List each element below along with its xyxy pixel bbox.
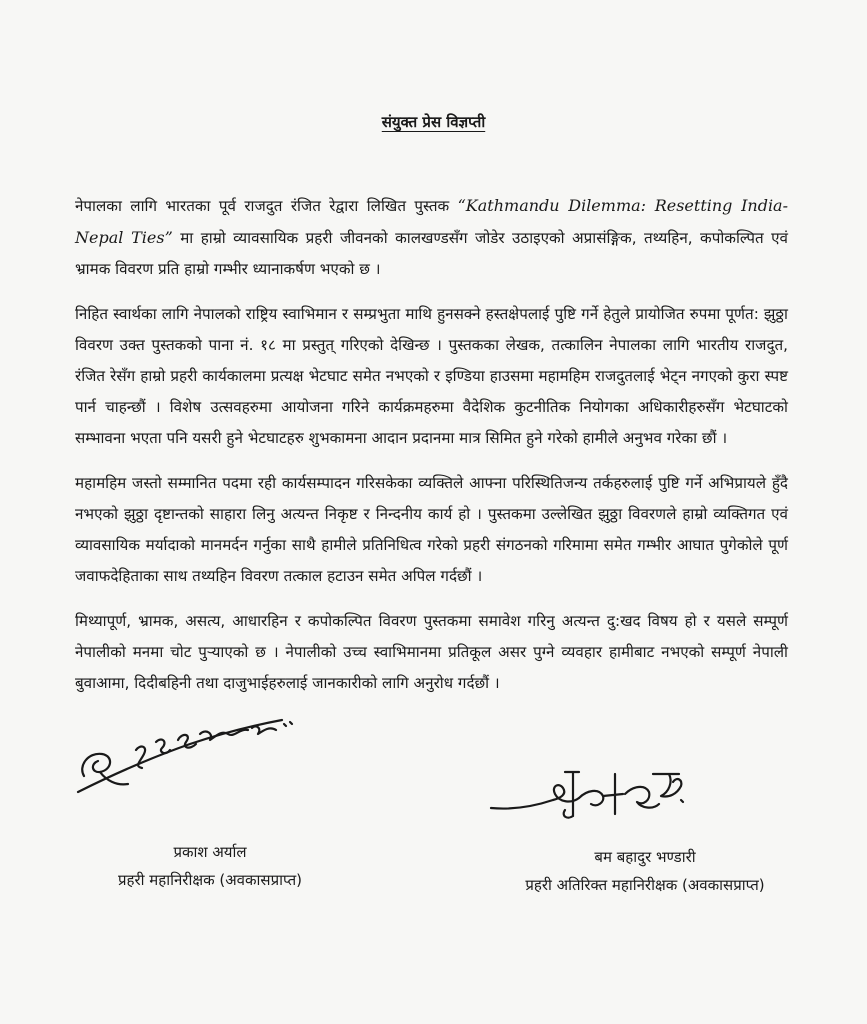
paragraph-1-rest: मा हाम्रो व्यावसायिक प्रहरी जीवनको कालखण्डसँग जोडेर उठाइएको अप्रासंङ्गिक, तथ्यहिन, कपोकल्पित एवं भ्रामक विवरण प्रति हाम्रो गम्भीर ध्यानाकर्षण भएको छ । [75,229,788,278]
signatory-right [480,843,810,899]
document-body [75,190,788,713]
paragraph-3: महामहिम जस्तो सम्मानित पदमा रही कार्यसम्पादन गरिसकेका व्यक्तिले आफ्ना परिस्थितिजन्य तर्कहरुलाई पुष्टि गर्ने अभिप्रायले हुँदै नभएको झुठ्ठा दृष्टान्तको साहारा लिनु अत्यन्त निकृष्ट र निन्दनीय कार्य हो । पुस्तकमा उल्लेखित झुठ्ठा विवरणले हाम्रो व्यक्तिगत एवं व्यावसायिक मर्यादाको मानमर्दन गर्नुका साथै हामीले प्रतिनिधित्व गरेको प्रहरी संगठनको गरिमामा समेत गम्भीर आघात पुगेकोले पूर्ण जवाफदेहिताका साथ तथ्यहिन विवरण तत्काल हटाउन समेत अपिल गर्दछौं । [75,474,788,585]
signature-right-image [483,760,703,840]
paragraph-2: निहित स्वार्थका लागि नेपालको राष्ट्रिय स्वाभिमान र सम्प्रभुता माथि हुनसक्ने हस्तक्षेपलाई पुष्टि गर्ने हेतुले प्रायोजित रुपमा पूर्णत: झुठ्ठा विवरण उक्त पुस्तकको पाना नं. १८ मा प्रस्तुत् गरिएको देखिन्छ । पुस्तकका लेखक, तत्कालिन नेपालका लागि भारतीय राजदुत, रंजित रेसँग हाम्रो प्रहरी कार्यकालमा प्रत्यक्ष भेटघाट समेत नभएको र इण्डिया हाउसमा महामहिम राजदुतलाई भेट्न नगएको कुरा स्पष्ट पार्न चाहन्छौं । विशेष उत्सवहरुमा आयोजना गरिने कार्यक्रमहरुमा वैदेशिक कुटनीतिक नियोगका अधिकारीहरुसँग भेटघाटको सम्भावना भएता पनि यसरी हुने भेटघाटहरु शुभकामना आदान प्रदानमा मात्र सिमित हुने गरेको हामीले अनुभव गरेका छौं । [75,305,788,447]
paragraph-1-lead: नेपालका लागि भारतका पूर्व राजदुत रंजित रेद्वारा लिखित पुस्तक [75,197,458,215]
book-title: “Kathmandu Dilemma: Resetting India-Nepal Ties” [75,196,789,247]
signatory-left-designation: प्रहरी महानिरीक्षक (अवकासप्राप्त) [117,871,303,889]
document-title: संयुक्त प्रेस विज्ञप्ती [381,113,486,131]
signatory-left-name: प्रकाश अर्याल [173,843,247,861]
signatory-right-designation: प्रहरी अतिरिक्त महानिरीक्षक (अवकासप्राप्त) [525,876,765,894]
signatory-right-name: बम बहादुर भण्डारी [594,848,696,866]
paragraph-1 [75,190,788,285]
paragraph-4: मिथ्यापूर्ण, भ्रामक, असत्य, आधारहिन र कपोकल्पित विवरण पुस्तकमा समावेश गरिनु अत्यन्त दु:खद विषय हो र यसले सम्पूर्ण नेपालीको मनमा चोट पुऱ्याएको छ । नेपालीको उच्च स्वाभिमानमा प्रतिकूल असर पुग्ने व्यवहार हामीबाट नभएको सम्पूर्ण नेपाली बुवाआमा, दिदीबहिनी तथा दाजुभाईहरुलाई जानकारीको लागि अनुरोध गर्दछौं । [75,612,788,692]
signatory-left [70,838,350,894]
signature-left-image [70,706,300,802]
